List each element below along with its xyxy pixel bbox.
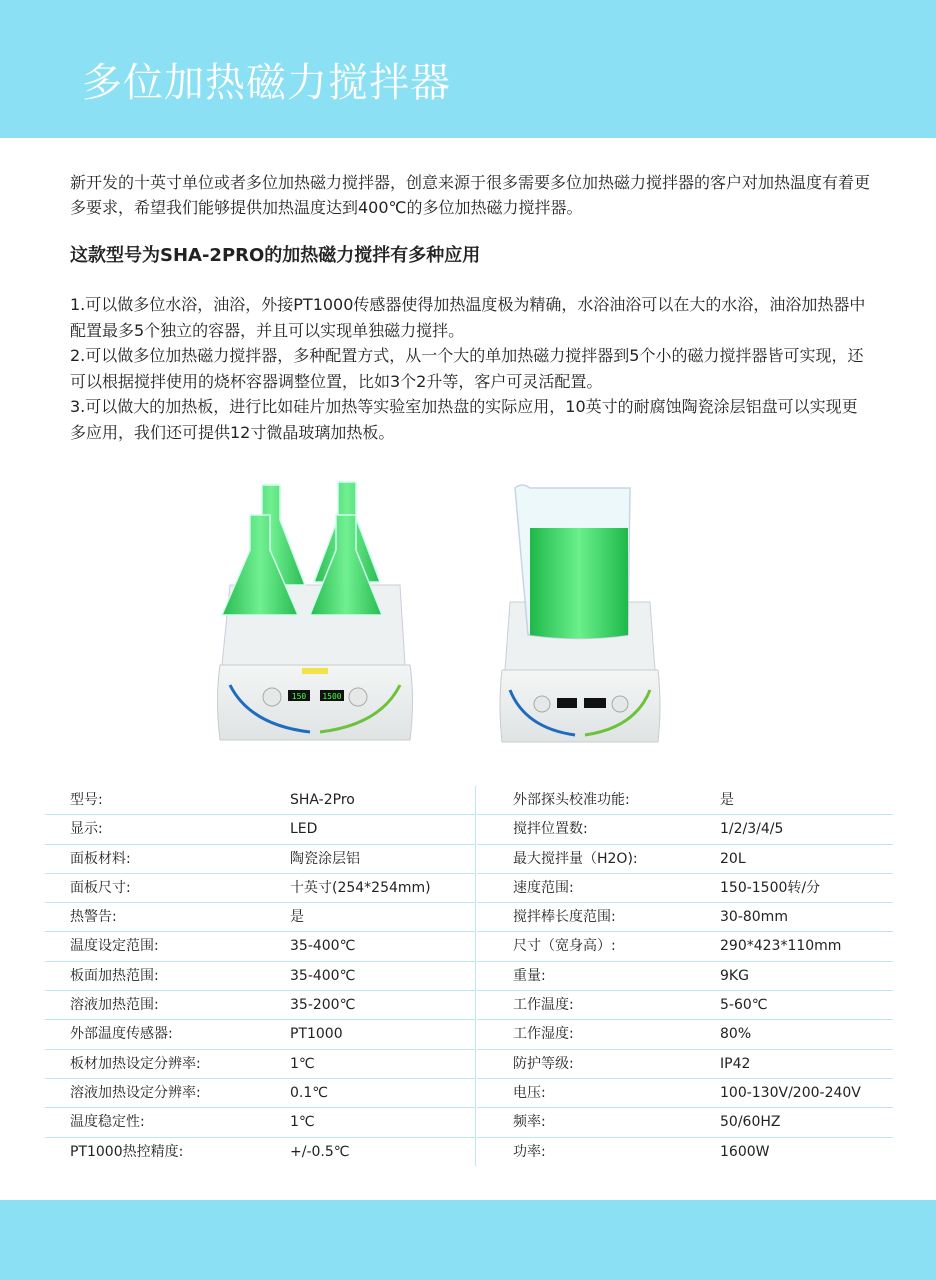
spec-label: 溶液加热设定分辨率: [70, 1084, 201, 1101]
table-row [45, 1108, 475, 1137]
spec-label: 外部温度传感器: [70, 1026, 173, 1043]
spec-column-left [45, 786, 475, 1166]
table-row [477, 874, 893, 903]
page-title: 多位加热磁力搅拌器 [82, 60, 451, 106]
product-photos [210, 470, 680, 755]
header-band [0, 0, 936, 138]
spec-table [45, 786, 893, 1166]
spec-value: 1600W [720, 1143, 770, 1160]
application-item: 2.可以做多位加热磁力搅拌器，多种配置方式，从一个大的单加热磁力搅拌器到5个小的磁力搅拌器皆可实现，还可以根据搅拌使用的烧杯容器调整位置，比如3个2升等，客户可灵活配置。 [70, 346, 864, 391]
table-row [477, 903, 893, 932]
spec-value: PT1000 [290, 1026, 343, 1043]
spec-value: 1℃ [290, 1055, 315, 1072]
table-row [477, 1108, 893, 1137]
spec-value: 100-130V/200-240V [720, 1084, 861, 1101]
spec-label: 显示: [70, 821, 103, 838]
spec-value: 20L [720, 850, 746, 867]
spec-label: 频率: [513, 1114, 546, 1131]
spec-label: 温度稳定性: [70, 1114, 145, 1131]
spec-value: 陶瓷涂层铝 [290, 850, 360, 867]
spec-label: 面板尺寸: [70, 879, 131, 896]
table-row [477, 991, 893, 1020]
table-row [45, 991, 475, 1020]
table-row [45, 845, 475, 874]
spec-label: 型号: [70, 792, 103, 808]
table-row [45, 1079, 475, 1108]
spec-value: 30-80mm [720, 909, 788, 926]
table-row [477, 1138, 893, 1166]
spec-label: 板材加热设定分辨率: [70, 1055, 201, 1072]
spec-value: 是 [720, 792, 734, 808]
application-item: 3.可以做大的加热板，进行比如硅片加热等实验室加热盘的实际应用，10英寸的耐腐蚀陶瓷涂层铝盘可以实现更多应用，我们还可提供12寸微晶玻璃加热板。 [70, 397, 858, 442]
spec-label: PT1000热控精度: [70, 1143, 184, 1160]
spec-label: 搅拌位置数: [513, 821, 588, 838]
table-row [477, 1050, 893, 1079]
spec-label: 面板材料: [70, 850, 131, 867]
table-row [45, 1020, 475, 1049]
spec-value: IP42 [720, 1055, 751, 1072]
spec-value: +/-0.5℃ [290, 1143, 350, 1160]
spec-value: 是 [290, 909, 304, 926]
spec-label: 速度范围: [513, 879, 574, 896]
section-heading: 这款型号为SHA-2PRO的加热磁力搅拌有多种应用 [70, 245, 481, 266]
table-row [477, 815, 893, 844]
application-item: 1.可以做多位水浴，油浴，外接PT1000传感器使得加热温度极为精确，水浴油浴可以在大的水浴，油浴加热器中配置最多5个独立的容器，并且可以实现单独磁力搅拌。 [70, 295, 866, 340]
spec-label: 热警告: [70, 909, 117, 926]
speed-display: 1500 [322, 692, 342, 701]
spec-value: 十英寸(254*254mm) [290, 879, 431, 896]
spec-label: 工作湿度: [513, 1026, 574, 1043]
spec-value: 0.1℃ [290, 1084, 328, 1101]
spec-label: 外部探头校准功能: [513, 792, 630, 808]
temp-display: 150 [291, 692, 307, 701]
column-divider [475, 786, 476, 1166]
table-row [45, 1050, 475, 1079]
spec-label: 最大搅拌量（H2O): [513, 850, 638, 867]
spec-label: 重量: [513, 967, 546, 984]
table-row [45, 932, 475, 961]
spec-label: 电压: [513, 1084, 546, 1101]
table-row [45, 1138, 475, 1166]
spec-label: 搅拌棒长度范围: [513, 909, 616, 926]
spec-label: 溶液加热范围: [70, 997, 159, 1014]
single-stirrer-beaker-image [500, 485, 660, 742]
spec-label: 防护等级: [513, 1055, 574, 1072]
table-row [45, 962, 475, 991]
spec-column-right [477, 786, 893, 1166]
footer-band [0, 1200, 936, 1280]
table-row [477, 786, 893, 815]
spec-value: 290*423*110mm [720, 938, 842, 955]
spec-value: 35-400℃ [290, 938, 356, 955]
table-row [45, 874, 475, 903]
spec-value: 50/60HZ [720, 1114, 781, 1131]
table-row [477, 1020, 893, 1049]
spec-value: 150-1500转/分 [720, 879, 821, 896]
spec-label: 尺寸（宽身高）: [513, 938, 616, 955]
table-row [477, 845, 893, 874]
table-row [477, 1079, 893, 1108]
spec-label: 温度设定范围: [70, 938, 159, 955]
spec-label: 功率: [513, 1143, 546, 1160]
spec-value: 9KG [720, 967, 749, 984]
table-row [45, 815, 475, 844]
spec-value: SHA-2Pro [290, 792, 355, 808]
multi-position-stirrer-image [218, 482, 413, 740]
applications-list [70, 292, 870, 445]
spec-value: 35-400℃ [290, 967, 356, 984]
spec-value: 80% [720, 1026, 752, 1043]
spec-value: 5-60℃ [720, 997, 768, 1014]
spec-value: 35-200℃ [290, 997, 356, 1014]
spec-value: LED [290, 821, 318, 838]
table-row [477, 962, 893, 991]
table-row [477, 932, 893, 961]
table-row [45, 903, 475, 932]
spec-value: 1/2/3/4/5 [720, 821, 784, 838]
spec-value: 1℃ [290, 1114, 315, 1131]
spec-label: 板面加热范围: [70, 967, 159, 984]
table-row [45, 786, 475, 815]
spec-label: 工作温度: [513, 997, 574, 1014]
intro-paragraph: 新开发的十英寸单位或者多位加热磁力搅拌器，创意来源于很多需要多位加热磁力搅拌器的客户对加热温度有着更多要求，希望我们能够提供加热温度达到400℃的多位加热磁力搅拌器。 [70, 173, 871, 217]
